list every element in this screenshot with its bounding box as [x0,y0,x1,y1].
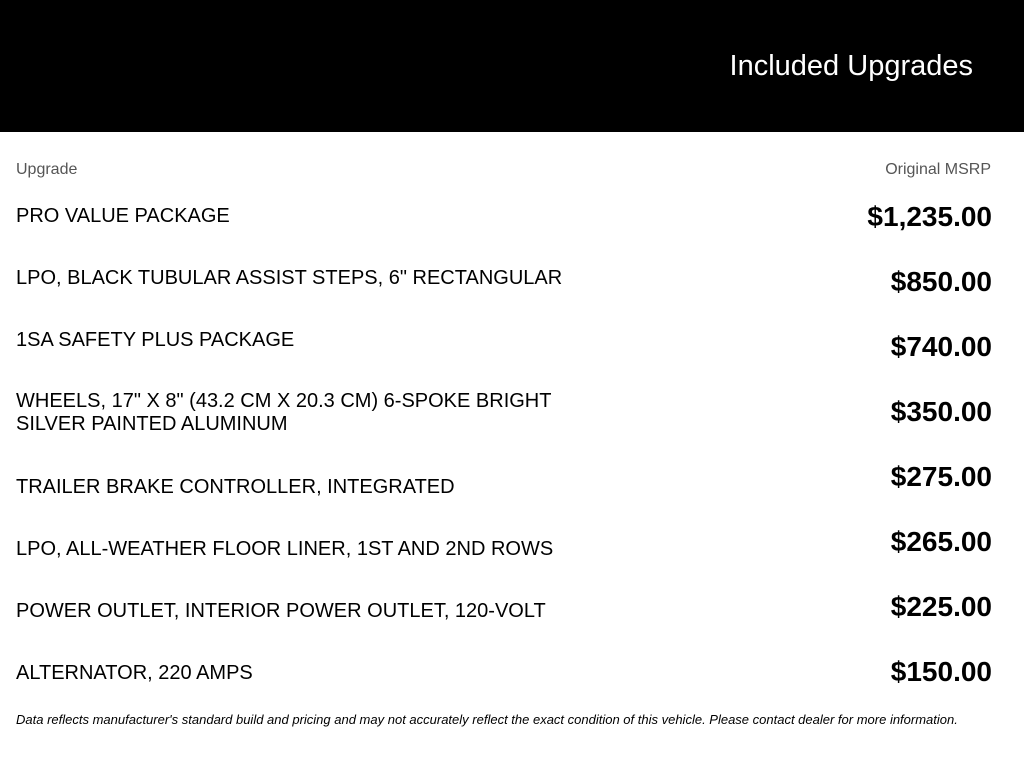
upgrade-price: $150.00 [890,656,992,687]
column-header-msrp: Original MSRP [885,161,991,178]
upgrade-name: TRAILER BRAKE CONTROLLER, INTEGRATED [16,476,455,498]
upgrade-price: $1,235.00 [867,201,992,232]
upgrade-name: PRO VALUE PACKAGE [16,205,230,227]
upgrade-price: $275.00 [890,461,992,492]
column-header-upgrade: Upgrade [16,161,78,178]
upgrade-name: POWER OUTLET, INTERIOR POWER OUTLET, 120-VOLT [16,600,546,622]
page-title: Included Upgrades [729,50,973,82]
upgrade-name: 1SA SAFETY PLUS PACKAGE [16,329,295,351]
upgrade-price: $740.00 [890,331,992,362]
upgrade-price: $265.00 [890,526,992,557]
upgrade-price: $850.00 [890,266,992,297]
upgrade-name: LPO, ALL-WEATHER FLOOR LINER, 1ST AND 2ND ROWS [16,538,554,560]
upgrade-price: $225.00 [890,591,992,622]
upgrade-name: LPO, BLACK TUBULAR ASSIST STEPS, 6" RECTANGULAR [16,267,563,289]
upgrade-name: ALTERNATOR, 220 AMPS [16,662,253,684]
disclaimer-note: Data reflects manufacturer's standard build and pricing and may not accurately reflect the exact condition of this vehicle. Please contact dealer for more information. [16,712,958,727]
upgrade-price: $350.00 [890,396,992,427]
upgrade-name: WHEELS, 17" X 8" (43.2 CM X 20.3 CM) 6-SPOKE BRIGHT SILVER PAINTED ALUMINUM [16,390,552,435]
header-bar [0,0,1024,132]
